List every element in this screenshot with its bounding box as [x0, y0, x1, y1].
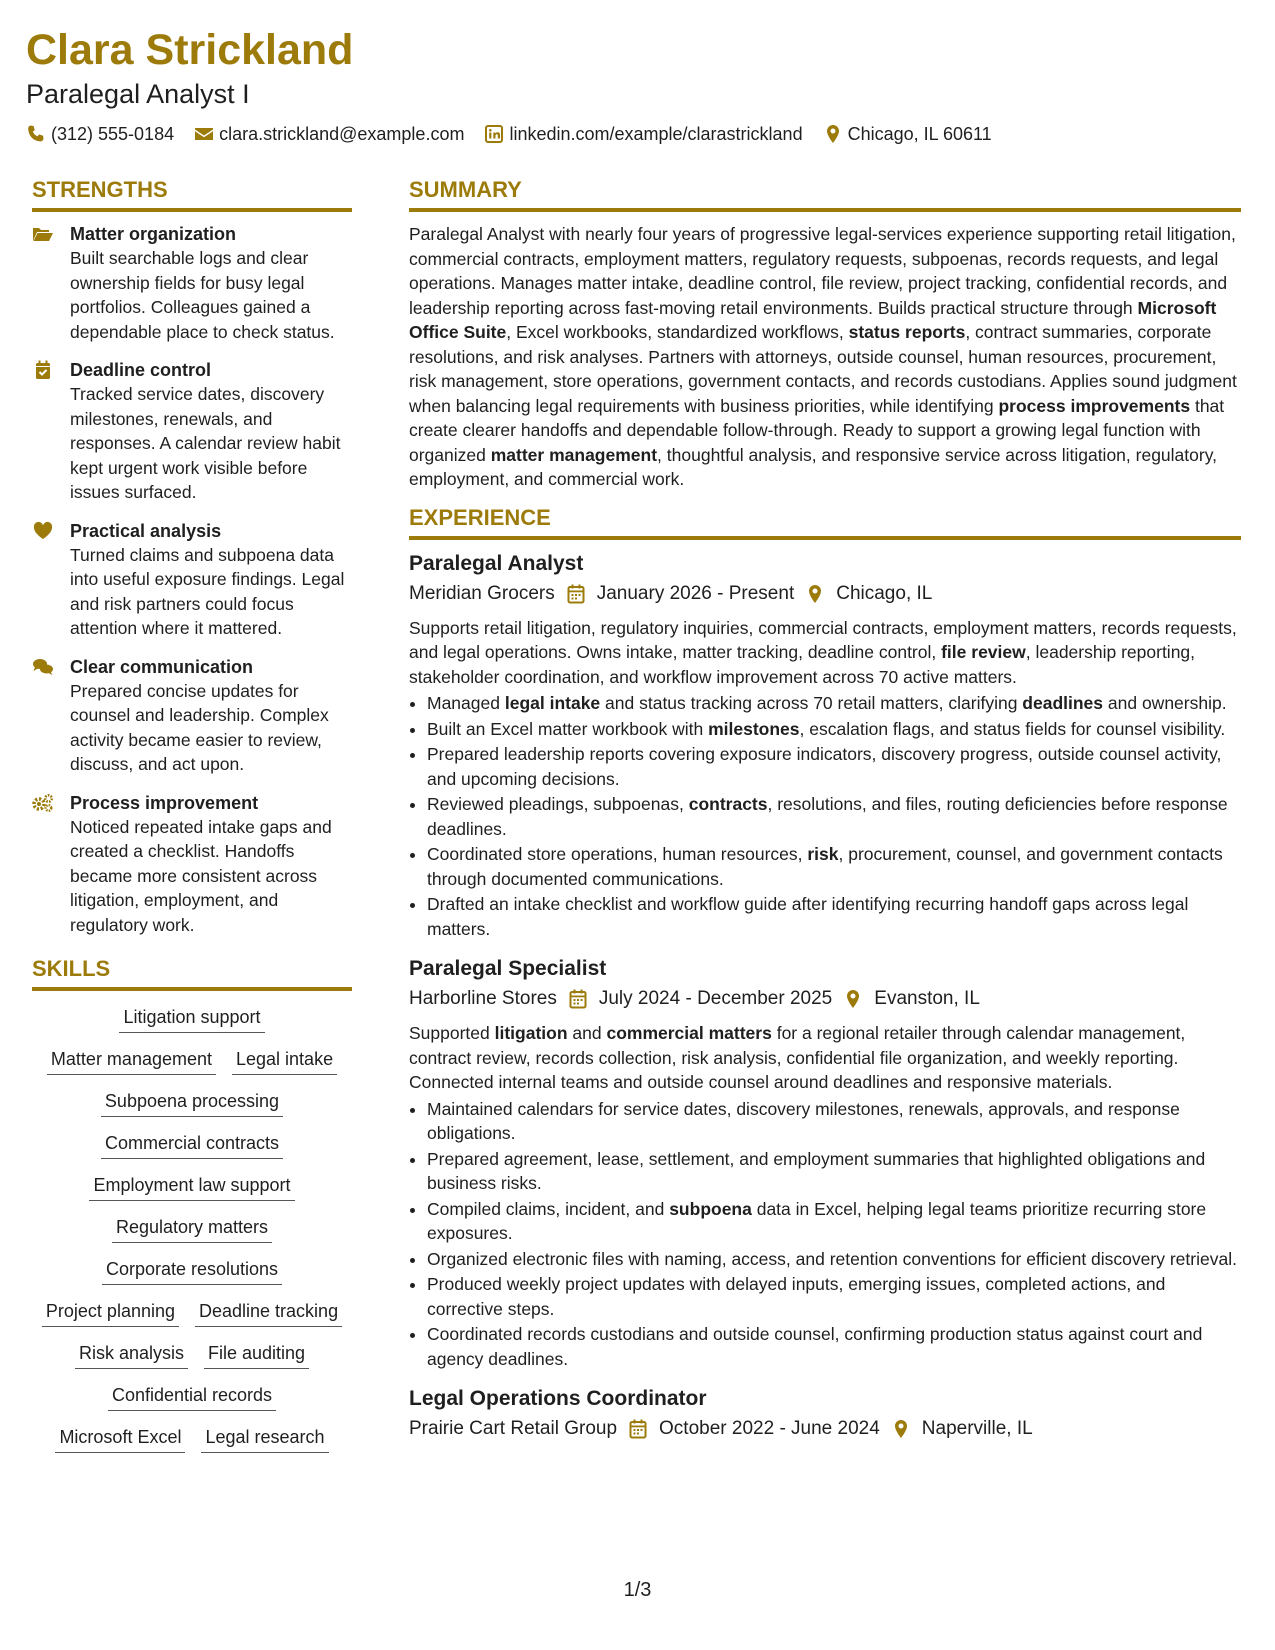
job-bullet: [427, 792, 1241, 841]
summary-heading: SUMMARY: [409, 176, 1241, 212]
contact-bar: [26, 122, 1249, 146]
job-bullets: [409, 1097, 1241, 1372]
strength-title: Process improvement: [70, 792, 259, 813]
right-column: [409, 176, 1241, 1457]
strength-item: [32, 791, 352, 938]
job-bullet: [427, 691, 1241, 716]
skills-list: [32, 1005, 352, 1453]
text-span: Prepared agreement, lease, settlement, and employment summaries that highlighted obligations and business risks.: [427, 1148, 1206, 1193]
job-company: Meridian Grocers: [409, 582, 555, 604]
contact-location-text: Chicago, IL 60611: [847, 124, 992, 144]
skill-row: [101, 1131, 283, 1159]
job-bullet: [427, 717, 1241, 742]
strength-title: Clear communication: [70, 656, 254, 677]
map-pin-icon: [892, 1419, 910, 1439]
job-entry: [409, 955, 1241, 1371]
job-company: Prairie Cart Retail Group: [409, 1418, 618, 1439]
text-span: Coordinated store operations, human resources,: [427, 844, 808, 864]
text-span: Drafted an intake checklist and workflow guide after identifying recurring handoff gaps across legal matters.: [427, 894, 1189, 939]
contact-email-text: clara.strickland@example.com: [219, 124, 465, 144]
envelope-icon: [194, 124, 214, 144]
text-span: Organized electronic files with naming, access, and retention conventions for efficient discovery retrieval.: [427, 1248, 1237, 1269]
text-span: Coordinated records custodians and outside counsel, confirming production status against court and agency deadlines.: [427, 1324, 1203, 1369]
bold-text: legal intake: [504, 693, 601, 713]
phone-icon: [26, 124, 46, 144]
map-pin-icon: [823, 124, 843, 144]
strength-title: Matter organization: [70, 224, 237, 244]
job-entry: [409, 1385, 1241, 1443]
bold-text: milestones: [708, 718, 800, 739]
strength-item: [32, 519, 352, 641]
strength-desc: Prepared concise updates for counsel and leadership. Complex activity became easier to review, discuss, and act upon.: [70, 680, 329, 774]
strengths-heading: STRENGTHS: [32, 176, 352, 212]
text-span: , contract summaries, corporate resolutions, and risk analyses. Partners with attorneys, outside counsel, human resources, procurement, risk management, store operations, government contacts, and records custodians. Applies sound judgment when balancing legal requirements with business priorities, while identifying: [409, 322, 1237, 416]
text-span: Compiled claims, incident, and: [427, 1198, 670, 1219]
strength-desc: Built searchable logs and clear ownership fields for busy legal portfolios. Colleagues gained a dependable place to check status.: [70, 248, 335, 342]
job-description: [409, 616, 1241, 690]
text-span: , escalation flags, and status fields for counsel visibility.: [799, 718, 1226, 739]
skill-tag: Regulatory matters: [112, 1215, 272, 1243]
skill-tag: Matter management: [47, 1047, 216, 1075]
skill-row: [55, 1425, 328, 1453]
text-span: for a regional retailer through calendar management, contract review, records collection, risk analysis, confidential file organization, and weekly reporting. Connected internal teams and outside counsel around deadlines and responsive materials.: [409, 1023, 1186, 1092]
job-bullet: [427, 1147, 1241, 1196]
job-bullet: [427, 842, 1241, 891]
skill-row: [75, 1341, 309, 1369]
job-location: Evanston, IL: [874, 988, 980, 1009]
job-meta: [409, 1415, 1241, 1443]
text-span: , resolutions, and files, routing deficiencies before response deadlines.: [427, 794, 1228, 839]
heart-icon: [32, 519, 56, 641]
contact-linkedin[interactable]: [484, 122, 802, 146]
bold-text: deadlines: [1022, 693, 1104, 713]
job-title: Paralegal Specialist: [409, 957, 607, 980]
comments-icon: [32, 655, 56, 777]
job-title: Legal Operations Coordinator: [409, 1387, 707, 1410]
skill-tag: Litigation support: [119, 1005, 264, 1033]
text-span: and: [567, 1023, 607, 1043]
job-bullets: [409, 691, 1241, 941]
left-column: [32, 176, 352, 1453]
bold-text: litigation: [494, 1023, 568, 1043]
job-bullet: [427, 1272, 1241, 1321]
text-span: Produced weekly project updates with delayed inputs, emerging issues, completed actions, and corrective steps.: [427, 1274, 1166, 1319]
skill-tag: Risk analysis: [75, 1341, 188, 1369]
text-span: Reviewed pleadings, subpoenas,: [427, 794, 689, 814]
skill-tag: Microsoft Excel: [55, 1425, 185, 1453]
skill-tag: File auditing: [204, 1341, 309, 1369]
skill-row: [119, 1005, 264, 1033]
skill-row: [112, 1215, 272, 1243]
calendar-icon: [629, 1419, 647, 1439]
skill-row: [47, 1047, 337, 1075]
strength-desc: Turned claims and subpoena data into useful exposure findings. Legal and risk partners could focus attention where it mattered.: [70, 544, 345, 638]
calendar-check-icon: [32, 358, 56, 505]
strength-desc: Noticed repeated intake gaps and created a checklist. Handoffs became more consistent across litigation, employment, and regulatory work.: [70, 816, 332, 935]
text-span: , procurement, counsel, and government contacts through documented communications.: [427, 844, 1223, 889]
contact-location: [823, 122, 992, 146]
bold-text: risk: [807, 844, 839, 864]
text-span: , Excel workbooks, standardized workflows,: [506, 322, 849, 342]
bold-text: subpoena: [669, 1198, 752, 1219]
bold-text: contracts: [688, 794, 768, 814]
map-pin-icon: [806, 584, 824, 604]
text-span: Managed: [427, 693, 505, 713]
skill-row: [42, 1299, 342, 1327]
job-dates: January 2026 - Present: [596, 582, 795, 604]
gears-icon: [32, 791, 56, 938]
contact-phone-text: (312) 555-0184: [51, 124, 175, 144]
bold-text: status reports: [848, 322, 966, 342]
skill-tag: Legal research: [201, 1425, 328, 1453]
job-bullet: [427, 1097, 1241, 1146]
bold-text: process improvements: [998, 395, 1191, 416]
calendar-icon: [567, 584, 585, 604]
skill-tag: Project planning: [42, 1299, 179, 1327]
job-entry: [409, 550, 1241, 942]
text-span: Prepared leadership reports covering exposure indicators, discovery progress, outside counsel activity, and upcoming decisions.: [427, 744, 1222, 789]
bold-text: commercial matters: [606, 1023, 772, 1043]
job-meta: [409, 985, 1241, 1013]
contact-linkedin-text: linkedin.com/example/clarastrickland: [509, 124, 803, 144]
job-location: Naperville, IL: [921, 1418, 1033, 1439]
contact-email[interactable]: [194, 122, 464, 146]
job-bullet: [427, 1197, 1241, 1246]
folder-open-icon: [32, 222, 56, 344]
skill-tag: Confidential records: [108, 1383, 276, 1411]
text-span: data in Excel, helping legal teams prioritize recurring store exposures.: [427, 1198, 1207, 1243]
text-span: that create clearer handoffs and dependable follow-through. Ready to support a growing legal function with organized: [409, 395, 1225, 465]
skill-tag: Commercial contracts: [101, 1131, 283, 1159]
text-span: Supported: [409, 1023, 495, 1043]
job-bullet: [427, 1322, 1241, 1371]
skill-tag: Legal intake: [232, 1047, 337, 1075]
job-meta: [409, 580, 1241, 608]
skill-tag: Subpoena processing: [101, 1089, 283, 1117]
job-company: Harborline Stores: [409, 988, 557, 1009]
text-span: Maintained calendars for service dates, discovery milestones, renewals, approvals, and response obligations.: [427, 1098, 1180, 1143]
candidate-title: Paralegal Analyst I: [26, 79, 250, 109]
candidate-name: Clara Strickland: [26, 26, 354, 74]
bold-text: file review: [941, 642, 1026, 662]
linkedin-icon: [484, 124, 504, 144]
map-pin-icon: [844, 989, 862, 1009]
strength-desc: Tracked service dates, discovery milestones, renewals, and responses. A calendar review habit kept urgent work visible before issues surfaced.: [70, 384, 341, 502]
calendar-icon: [569, 989, 587, 1009]
strength-item: [32, 358, 352, 505]
strength-title: Deadline control: [70, 360, 212, 380]
text-span: Supports retail litigation, regulatory inquiries, commercial contracts, employment matters, records requests, and legal operations. Owns intake, matter tracking, deadline control,: [409, 617, 1237, 662]
text-span: and ownership.: [1103, 693, 1227, 713]
strength-item: [32, 655, 352, 777]
skill-row: [89, 1173, 294, 1201]
skill-tag: Deadline tracking: [195, 1299, 342, 1327]
text-span: Built an Excel matter workbook with: [427, 718, 709, 739]
bold-text: Microsoft Office Suite: [409, 297, 1217, 342]
skills-heading: SKILLS: [32, 955, 352, 991]
strength-item: [32, 222, 352, 344]
job-bullet: [427, 1247, 1241, 1272]
text-span: and status tracking across 70 retail matters, clarifying: [600, 693, 1023, 713]
contact-phone[interactable]: [26, 122, 174, 146]
text-span: , thoughtful analysis, and responsive service across litigation, regulatory, employment, and commercial work.: [409, 444, 1218, 489]
job-dates: July 2024 - December 2025: [598, 988, 833, 1009]
summary-text: [409, 222, 1241, 492]
bold-text: matter management: [490, 444, 658, 465]
skill-row: [101, 1089, 283, 1117]
skill-tag: Employment law support: [89, 1173, 294, 1201]
skill-row: [108, 1383, 276, 1411]
text-span: , leadership reporting, stakeholder coordination, and workflow improvement across 70 active matters.: [409, 642, 1196, 687]
text-span: Paralegal Analyst with nearly four years of progressive legal-services experience supporting retail litigation, commercial contracts, employment matters, regulatory requests, subpoenas, records requests, and legal operations. Manages matter intake, deadline control, file review, project tracking, confidential records, and leadership reporting across fast-moving retail environments. Builds practical structure through: [409, 224, 1236, 318]
job-location: Chicago, IL: [836, 582, 933, 604]
job-title: Paralegal Analyst: [409, 551, 584, 575]
skill-tag: Corporate resolutions: [102, 1257, 282, 1285]
job-dates: October 2022 - June 2024: [659, 1418, 880, 1439]
resume-header: [26, 22, 1249, 146]
job-bullet: [427, 892, 1241, 941]
experience-list: [409, 550, 1241, 1444]
experience-heading: EXPERIENCE: [409, 504, 1241, 540]
page-number: 1/3: [623, 1579, 652, 1601]
skill-row: [102, 1257, 282, 1285]
job-bullet: [427, 742, 1241, 791]
strength-title: Practical analysis: [70, 520, 222, 541]
job-description: [409, 1021, 1241, 1095]
